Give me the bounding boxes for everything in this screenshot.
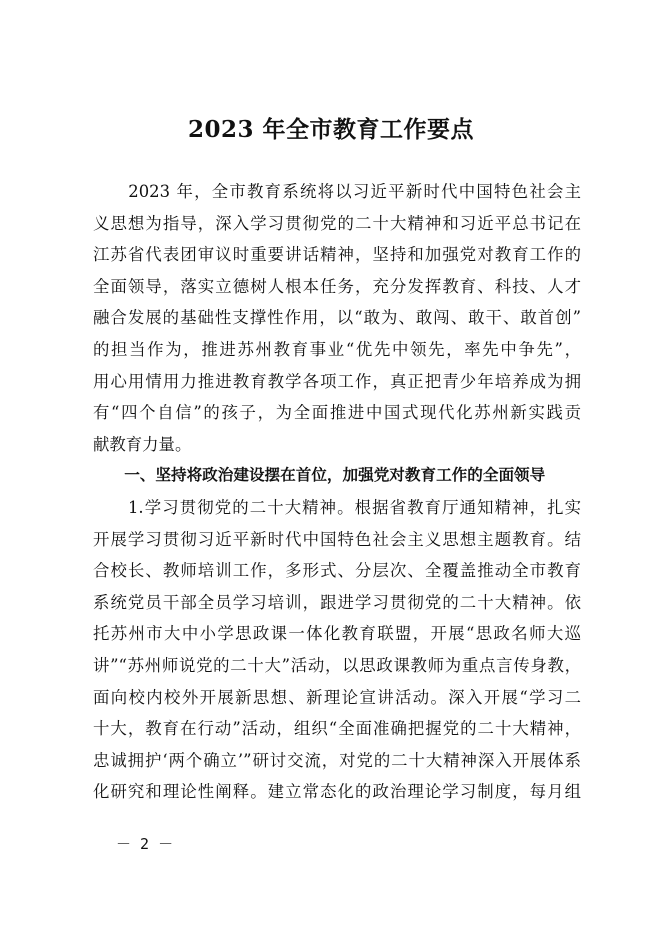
section-1-line-5: 托苏州市大中小学思政课一体化教育联盟，开展“思政名师大巡 — [93, 624, 581, 644]
intro-line-7: 用心用情用力推进教育教学各项工作，真正把青少年培养成为拥 — [93, 371, 581, 391]
intro-line-2: 义思想为指导，深入学习贯彻党的二十大精神和习近平总书记在 — [93, 213, 581, 233]
intro-line-5: 融合发展的基础性支撑性作用，以“敢为、敢闯、敢干、敢首创” — [93, 308, 581, 328]
section-1-line-4: 系统党员干部全员学习培训，跟进学习贯彻党的二十大精神。依 — [93, 592, 581, 612]
intro-line-9: 献教育力量。 — [93, 434, 192, 454]
section-1-line-2: 开展学习贯彻习近平新时代中国特色社会主义思想主题教育。结 — [93, 529, 581, 549]
document-title: 2023 年全市教育工作要点 — [187, 116, 475, 143]
document-body — [93, 176, 581, 808]
intro-line-3: 江苏省代表团审议时重要讲话精神，坚持和加强党对教育工作的 — [93, 245, 581, 265]
section-1-line-7: 面向校内校外开展新思想、新理论宣讲活动。深入开展“学习二 — [93, 687, 581, 707]
page-number: － 2 － — [116, 835, 174, 853]
section-1-line-3: 合校长、教师培训工作，多形式、分层次、全覆盖推动全市教育 — [93, 561, 581, 581]
intro-line-8: 有“四个自信”的孩子，为全面推进中国式现代化苏州新实践贡 — [93, 403, 581, 423]
section-1-line-1: 1.学习贯彻党的二十大精神。根据省教育厅通知精神，扎实 — [93, 497, 581, 517]
intro-line-4: 全面领导，落实立德树人根本任务，充分发挥教育、科技、人才 — [93, 276, 581, 296]
section-1-line-8: 十大，教育在行动”活动，组织“全面准确把握党的二十大精神， — [93, 719, 581, 739]
section-1-line-9: 忠诚拥护‘两个确立’”研讨交流，对党的二十大精神深入开展体系 — [93, 750, 581, 770]
intro-line-6: 的担当作为，推进苏州教育事业“优先中领先，率先中争先”， — [93, 339, 581, 359]
section-1-heading: 一、坚持将政治建设摆在首位，加强党对教育工作的全面领导 — [93, 466, 546, 485]
section-1-line-6: 讲”“苏州师说党的二十大”活动，以思政课教师为重点言传身教， — [93, 655, 581, 675]
section-1-line-10: 化研究和理论性阐释。建立常态化的政治理论学习制度，每月组 — [93, 782, 581, 802]
intro-line-1: 2023 年，全市教育系统将以习近平新时代中国特色社会主 — [93, 182, 581, 201]
